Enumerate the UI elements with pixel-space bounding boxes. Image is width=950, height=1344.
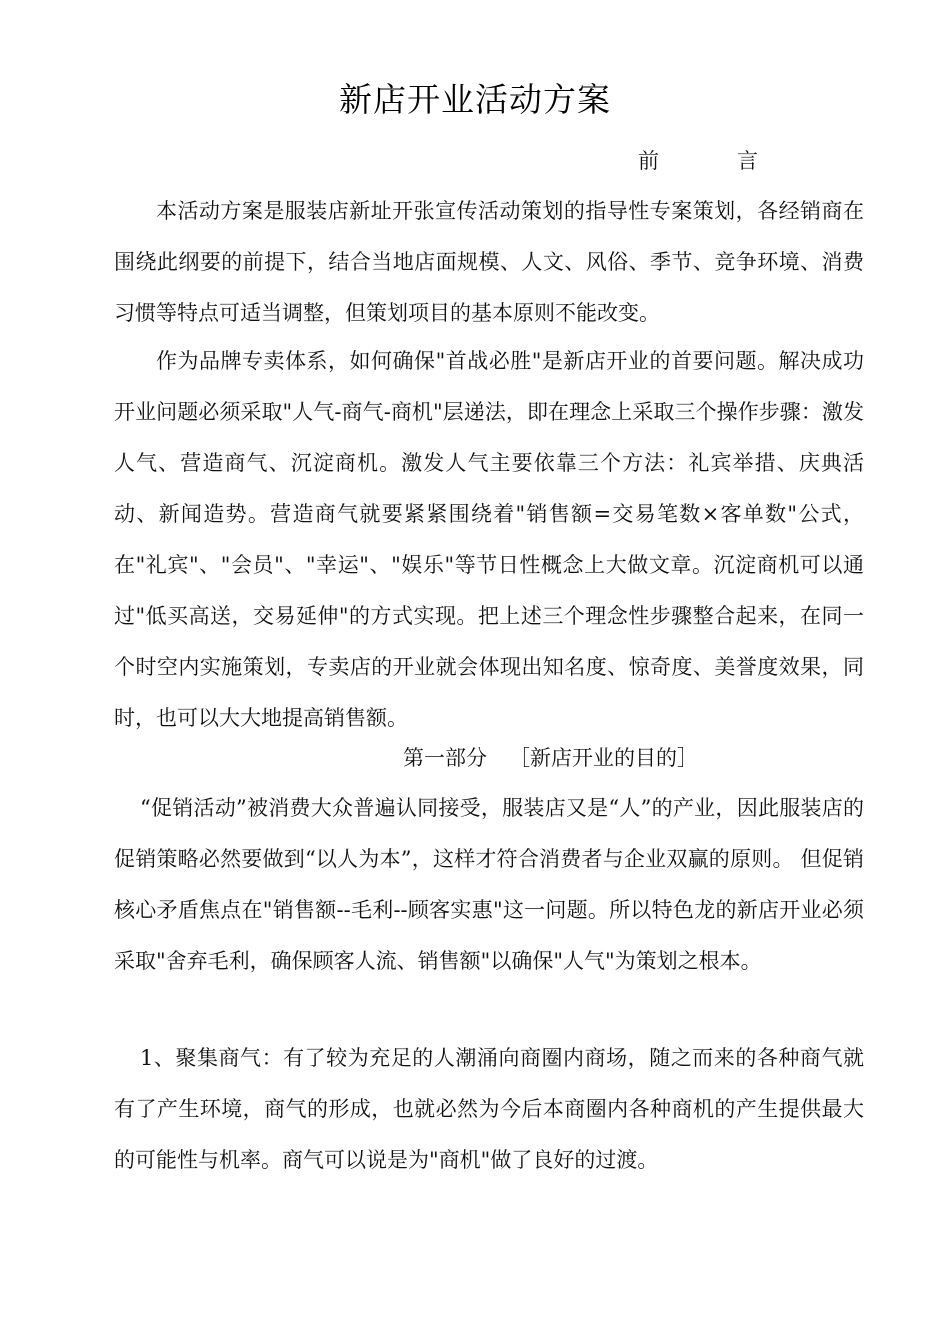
part-one-title: ［新店开业的目的］	[509, 746, 698, 770]
document-title: 新店开业活动方案	[339, 80, 611, 119]
part-one-label: 第一部分	[403, 746, 487, 770]
preface-paragraph-2: 作为品牌专卖体系，如何确保"首战必胜"是新店开业的首要问题。解决成功开业问题必须采取"人气-商气-商机"层递法，即在理念上采取三个操作步骤：激发人气、营造商气、沉淀商机。激发人气主要依靠三个方法：礼宾举措、庆典活动、新闻造势。营造商气就要紧紧围绕着"销售额=交易笔数×客单数"公式，在"礼宾"、"会员"、"幸运"、"娱乐"等节日性概念上大做文章。沉淀商机可以通过"低买高送，交易延伸"的方式实现。把上述三个理念性步骤整合起来，在同一个时空内实施策划，专卖店的开业就会体现出知名度、惊奇度、美誉度效果，同时，也可以大大地提高销售额。	[114, 349, 864, 730]
preface-heading-second-char: 言	[737, 149, 760, 173]
part-one-heading	[403, 743, 698, 773]
part-one-paragraph-2: 1、聚集商气：有了较为充足的人潮涌向商圈内商场，随之而来的各种商气就有了产生环境，商气的形成，也就必然为今后本商圈内各种商机的产生提供最大的可能性与机率。商气可以说是为"商机"做了良好的过渡。	[114, 1046, 864, 1172]
preface-paragraph-1: 本活动方案是服装店新址开张宣传活动策划的指导性专案策划，各经销商在围绕此纲要的前提下，结合当地店面规模、人文、风俗、季节、竞争环境、消费习惯等特点可适当调整，但策划项目的基本原则不能改变。	[114, 199, 864, 325]
part-one-paragraph-1: “促销活动”被消费大众普遍认同接受，服装店又是“人”的产业，因此服装店的促销策略必然要做到“以人为本”，这样才符合消费者与企业双赢的原则。 但促销核心矛盾焦点在"销售额--毛利--顾客实惠"这一问题。所以特色龙的新店开业必须采取"舍弃毛利，确保顾客人流、销售额"以确保"人气"为策划之根本。	[114, 796, 864, 973]
preface-heading-first-char: 前	[638, 149, 661, 173]
preface-heading	[638, 146, 760, 176]
